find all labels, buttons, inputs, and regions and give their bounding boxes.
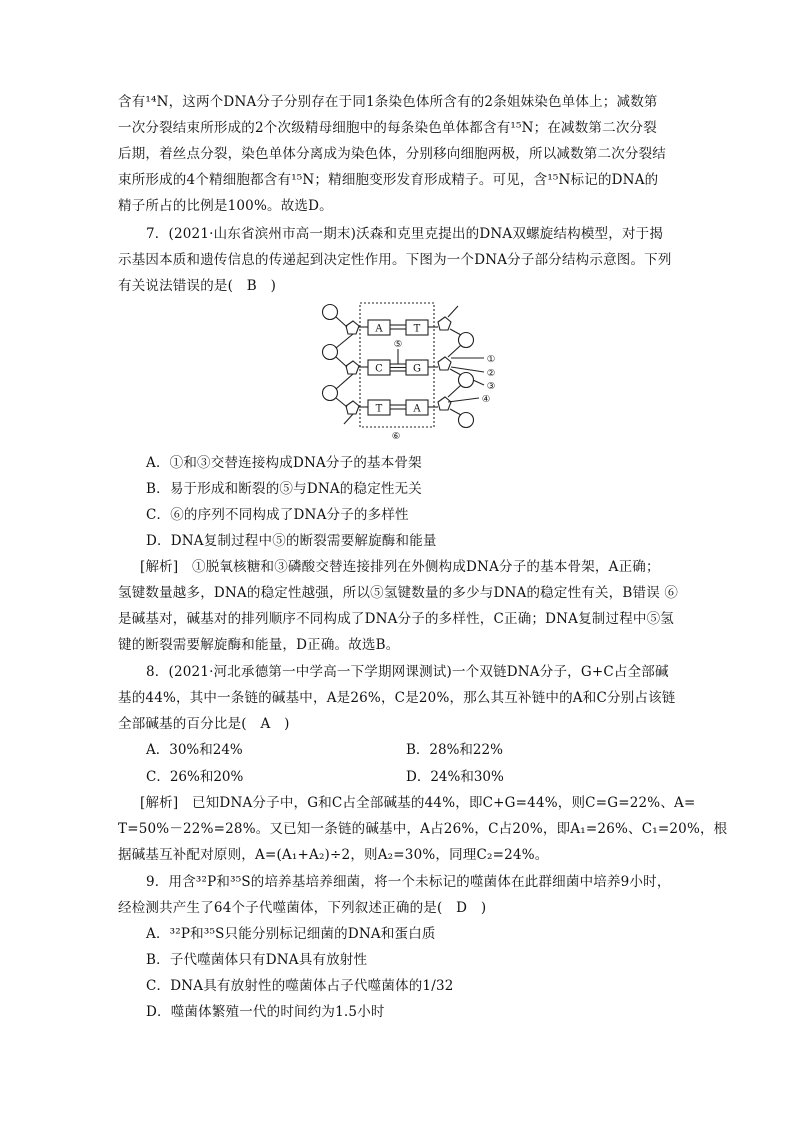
base-label: G [413,363,421,375]
question-8-stem: 全部碱基的百分比是( A ) [118,716,290,732]
sugar-left [346,321,359,334]
phosphate-left [323,386,338,401]
analysis-line: 氢键数量越多，DNA的稳定性越强，所以⑤氢键数量的多少与DNA的稳定性有关，B错误 ⑥ [118,585,679,601]
option: C．DNA具有放射性的噬菌体占子代噬菌体的1/32 [146,978,454,994]
figure-callout: ① [486,354,496,365]
question-8-stem: 基的44%，其中一条链的碱基中，A是26%，C是20%，那么其互补链中的A和C分别占该链 [118,690,676,706]
text-line: 一次分裂结束所形成的2个次级精母细胞中的每条染色单体都含有¹⁵N；在减数第二次分裂 [118,120,657,136]
analysis-line: 键的断裂需要解旋酶和能量，D正确。故选B。 [118,637,400,653]
figure-callout: ⑤ [393,339,403,350]
question-7-stem: 有关说法错误的是( B ) [118,278,277,294]
question-9-stem: 经检测共产生了64个子代噬菌体，下列叙述正确的是( D ) [118,900,487,916]
analysis-line: 据碱基互补配对原则，A=(A₁+A₂)÷2，则A₂=30%，同理C₂=24%。 [118,847,549,863]
option: B．28%和22% [406,742,503,758]
analysis-line: 是碱基对，碱基对的排列顺序不同构成了DNA分子的多样性，C正确；DNA复制过程中⑤氢 [118,611,674,627]
option: C．⑥的序列不同构成了DNA分子的多样性 [146,507,409,523]
analysis-line: [解析] ①脱氧核糖和③磷酸交替连接排列在外侧构成DNA分子的基本骨架，A正确； [140,559,660,575]
text-line: 后期，着丝点分裂，染色单体分离成为染色体，分别移向细胞两极，所以减数第二次分裂结 [118,146,666,162]
figure-callout: ③ [486,381,496,392]
option: A．³²P和³⁵S只能分别标记细菌的DNA和蛋白质 [146,926,436,942]
question-7-stem: 7．(2021·山东省滨州市高一期末)沃森和克里克提出的DNA双螺旋结构模型，对于揭 [146,226,664,242]
figure-callout: ② [486,368,496,379]
analysis-line: T=50%－22%=28%。又已知一条链的碱基中，A占26%，C占20%，即A₁=26%、C₁=20%，根 [118,821,728,837]
option: A．①和③交替连接构成DNA分子的基本骨架 [146,455,422,471]
base-label: C [375,363,383,375]
sugar-right [438,357,451,370]
sugar-right [438,317,451,330]
option: B．子代噬菌体只有DNA具有放射性 [146,952,368,968]
question-9-stem: 9．用含³²P和³⁵S的培养基培养细菌，将一个未标记的噬菌体在此群细菌中培养9小时， [146,874,671,890]
base-label: T [413,323,421,335]
text-line: 精子所占的比例是100%。故选D。 [118,198,333,214]
dna-structure-figure [316,296,526,446]
option: B．易于形成和断裂的⑤与DNA的稳定性无关 [146,481,423,497]
base-label: A [375,323,383,335]
figure-callout: ⑥ [391,431,401,442]
question-8-stem: 8．(2021·河北承德第一中学高一下学期网课测试)一个双链DNA分子，G+C占全部碱 [146,664,669,680]
analysis-line: [解析] 已知DNA分子中，G和C占全部碱基的44%，即C+G=44%，则C=G=22%、A= [140,795,696,811]
option: A．30%和24% [146,742,243,758]
sugar-left [346,401,359,414]
text-line: 含有¹⁴N，这两个DNA分子分别存在于同1条染色体所含有的2条姐妹染色单体上；减数第 [118,94,658,110]
sugar-right [438,397,451,410]
sugar-left [346,361,359,374]
base-label: A [413,403,421,415]
phosphate-left [323,305,338,320]
text-line: 束所形成的4个精细胞都含有¹⁵N；精细胞变形发育形成精子。可见，含¹⁵N标记的DNA的 [118,172,659,188]
phosphate-left [323,345,338,360]
figure-callout: ④ [481,394,491,405]
option: D．噬菌体繁殖一代的时间约为1.5小时 [146,1004,385,1020]
option: D．DNA复制过程中⑤的断裂需要解旋酶和能量 [146,533,437,549]
base-label: T [375,403,383,415]
question-7-stem: 示基因本质和遗传信息的传递起到决定性作用。下图为一个DNA分子部分结构示意图。下列 [118,252,672,268]
option: D．24%和30% [406,769,504,785]
option: C．26%和20% [146,769,244,785]
